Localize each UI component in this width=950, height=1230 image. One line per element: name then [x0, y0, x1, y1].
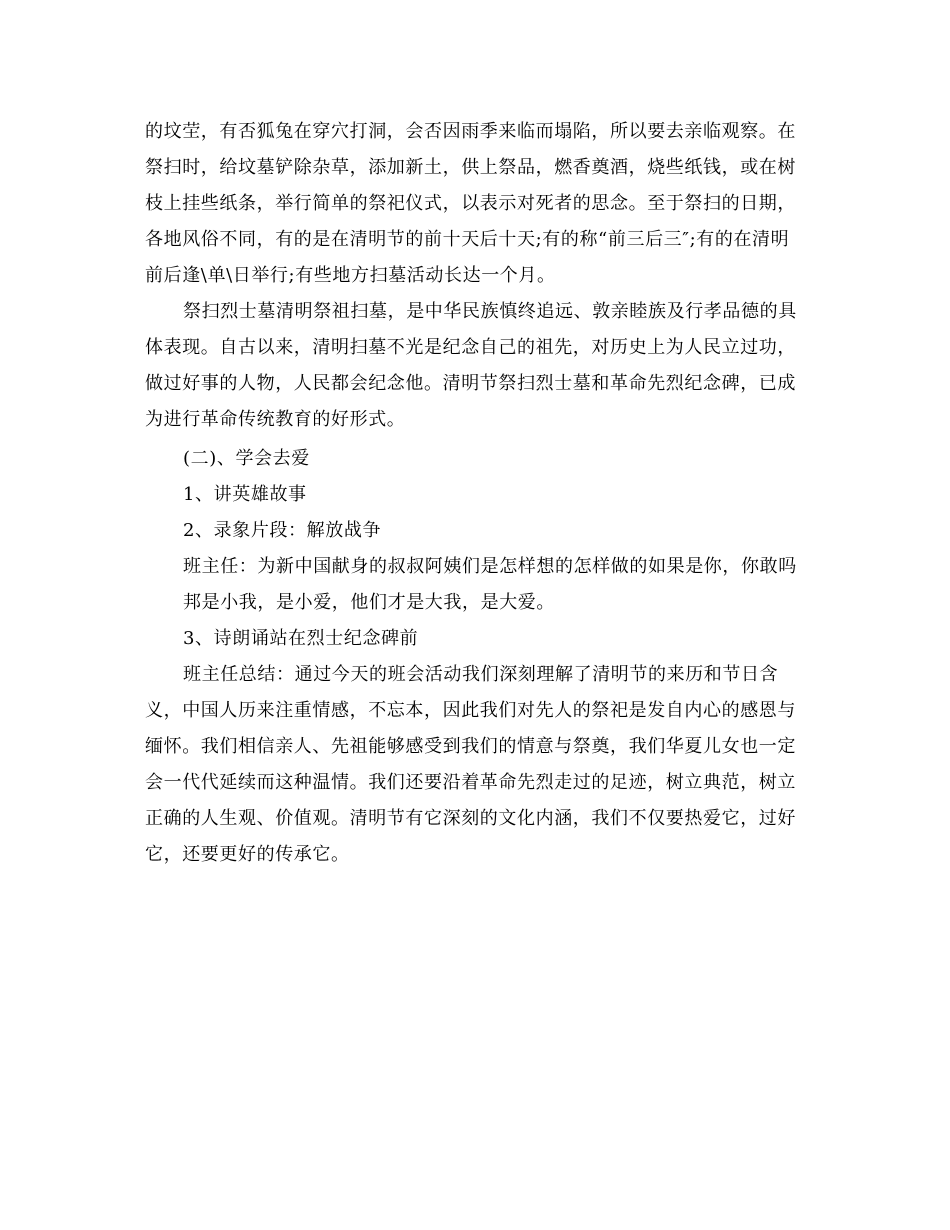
list-item-3: 3、诗朗诵站在烈士纪念碑前: [183, 628, 419, 649]
text-line-5: 前后逢\单\日举行;有些地方扫墓活动长达一个月。: [145, 265, 556, 286]
text-line-20: 正确的人生观、价值观。清明节有它深刻的文化内涵，我们不仅要热爱它，过好: [145, 808, 796, 829]
text-line-3: 枝上挂些纸条，举行简单的祭祀仪式，以表示对死者的思念。至于祭扫的日期，: [145, 193, 796, 214]
text-line-4: 各地风俗不同，有的是在清明节的前十天后十天;有的称“前三后三″;有的在清明: [145, 229, 790, 250]
list-item-2: 2、录象片段：解放战争: [183, 520, 382, 541]
text-line-2: 祭扫时，给坟墓铲除杂草，添加新土，供上祭品，燃香奠酒，烧些纸钱，或在树: [145, 157, 796, 178]
text-line-1: 的坟茔，有否狐兔在穿穴打洞，会否因雨季来临而塌陷，所以要去亲临观察。在: [145, 121, 796, 142]
text-line-21: 它，还要更好的传承它。: [145, 844, 350, 865]
text-line-9: 为进行革命传统教育的好形式。: [145, 409, 406, 430]
list-item-1: 1、讲英雄故事: [183, 484, 307, 505]
text-line-16: 班主任总结：通过今天的班会活动我们深刻理解了清明节的来历和节日含: [183, 664, 779, 685]
text-line-7: 体表现。自古以来，清明扫墓不光是纪念自己的祖先，对历史上为人民立过功，: [145, 337, 796, 358]
text-line-6: 祭扫烈士墓清明祭祖扫墓，是中华民族慎终追远、敦亲睦族及行孝品德的具: [183, 301, 797, 322]
text-line-8: 做过好事的人物，人民都会纪念他。清明节祭扫烈士墓和革命先烈纪念碑，已成: [145, 373, 796, 394]
text-line-19: 会一代代延续而这种温情。我们还要沿着革命先烈走过的足迹，树立典范，树立: [145, 772, 796, 793]
text-line-13: 班主任：为新中国献身的叔叔阿姨们是怎样想的怎样做的如果是你，你敢吗: [183, 556, 797, 577]
text-line-18: 缅怀。我们相信亲人、先祖能够感受到我们的情意与祭奠，我们华夏儿女也一定: [145, 736, 796, 757]
text-line-17: 义，中国人历来注重情感，不忘本，因此我们对先人的祭祀是发自内心的感恩与: [145, 700, 796, 721]
section-heading: (二)、学会去爱: [183, 448, 310, 469]
text-line-14: 邦是小我，是小爱，他们才是大我，是大爱。: [183, 592, 555, 613]
